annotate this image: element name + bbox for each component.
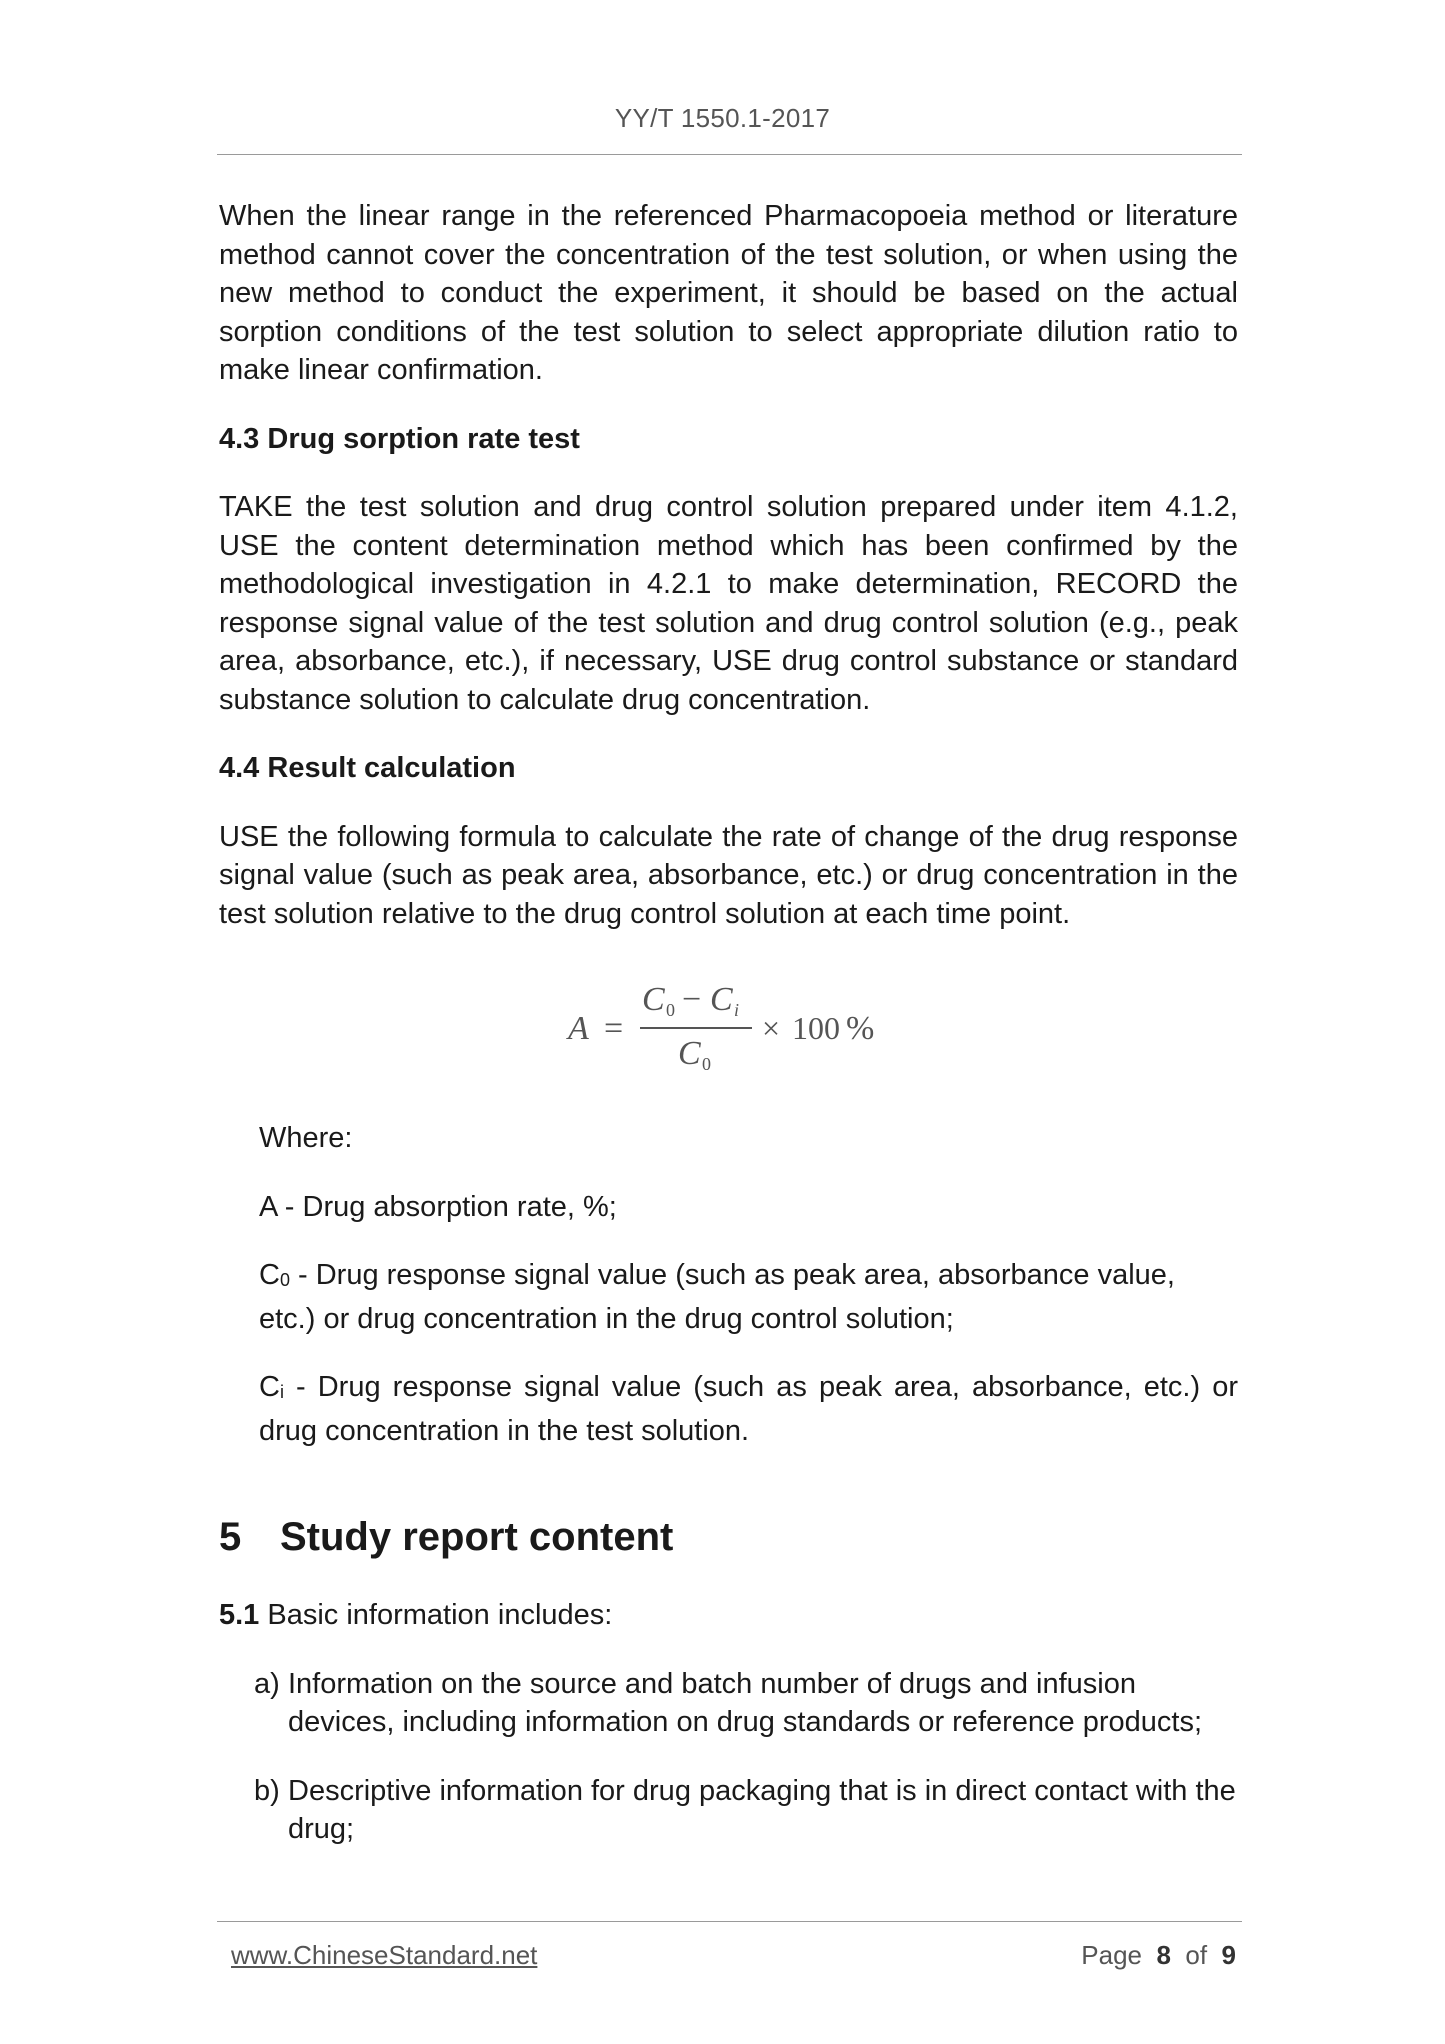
footer-rule <box>217 1921 1242 1922</box>
formula-percent: % <box>846 1010 875 1047</box>
definition-a: A - Drug absorption rate, %; <box>259 1190 617 1223</box>
clause-5-1-text: Basic information includes: <box>259 1599 613 1631</box>
paragraph-4-4: USE the following formula to calculate the rate of change of the drug response signal value (such as peak area, absorbance, etc.) or drug concentration in the test solution relative to the drug control solution at each time point. <box>219 820 1238 930</box>
paragraph-4-3: TAKE the test solution and drug control solution prepared under item 4.1.2, USE the content determination method which has been confirmed by the methodological investigation in 4.2.1 to make determination, RECORD the response signal value of the test solution and drug control solution (e.g., peak area, absorbance, etc.), if necessary, USE drug control substance or standard substance solution to calculate drug concentration. <box>219 491 1238 716</box>
list-item-a-mark: a) <box>254 1667 280 1700</box>
page-content <box>219 197 1238 1849</box>
footer-site-link[interactable]: www.ChineseStandard.net <box>231 1940 538 1970</box>
formula-times: × <box>762 1010 781 1046</box>
definition-c0 <box>219 1256 1238 1338</box>
heading-4-4: 4.4 Result calculation <box>219 752 516 784</box>
c0-symbol: C <box>259 1259 280 1291</box>
heading-5-title: Study report content <box>280 1515 674 1559</box>
list-item-a <box>219 1665 1238 1742</box>
formula-num-c0-sub: 0 <box>666 1000 675 1020</box>
header-standard-number: YY/T 1550.1-2017 <box>614 103 831 133</box>
list-item-b-mark: b) <box>254 1774 280 1807</box>
header-rule <box>217 154 1242 155</box>
formula-factor: 100 <box>792 1010 840 1046</box>
formula-minus: − <box>682 981 702 1018</box>
list-item-a-text: Information on the source and batch number of drugs and infusion devices, including information on drug standards or reference products; <box>288 1667 1203 1738</box>
paragraph-5-1 <box>219 1596 1238 1635</box>
sorption-rate-formula <box>219 973 1238 1093</box>
formula-den-c0-sub: 0 <box>702 1054 711 1074</box>
ci-symbol: C <box>259 1371 280 1403</box>
formula-num-ci-sub: i <box>734 1000 740 1020</box>
where-label: Where: <box>259 1122 353 1154</box>
of-label: of <box>1185 1940 1208 1970</box>
heading-5-number: 5 <box>219 1515 242 1559</box>
formula-num-ci: C <box>710 981 733 1018</box>
definition-ci <box>219 1368 1238 1450</box>
heading-5 <box>219 1512 1238 1562</box>
page-total: 9 <box>1221 1940 1236 1970</box>
list-item-b <box>219 1772 1238 1849</box>
formula-equals: = <box>604 1010 624 1047</box>
formula-num-c0: C <box>642 981 665 1018</box>
page-label: Page <box>1081 1940 1143 1970</box>
formula-den-c0: C <box>678 1035 701 1072</box>
ci-subscript: i <box>279 1382 284 1402</box>
footer-page-indicator <box>1081 1940 1236 1971</box>
paragraph-linear-range: When the linear range in the referenced Pharmacopoeia method or literature method cannot cover the concentration of the test solution, or when using the new method to conduct the experiment, it should be based on the actual sorption conditions of the test solution to select appropriate dilution ratio to make linear confirmation. <box>219 200 1238 386</box>
ci-text: - Drug response signal value (such as peak area, absorbance, etc.) or drug concentration in the test solution. <box>259 1371 1238 1447</box>
formula-lhs: A <box>568 1010 589 1047</box>
c0-subscript: 0 <box>279 1270 290 1290</box>
page-number: 8 <box>1156 1940 1171 1970</box>
list-item-b-text: Descriptive information for drug packaging that is in direct contact with the drug; <box>288 1774 1236 1845</box>
heading-4-3: 4.3 Drug sorption rate test <box>219 422 580 455</box>
clause-5-1-number: 5.1 <box>219 1599 260 1631</box>
c0-text: - Drug response signal value (such as peak area, absorbance value, etc.) or drug concentration in the drug control solution; <box>259 1259 1175 1335</box>
